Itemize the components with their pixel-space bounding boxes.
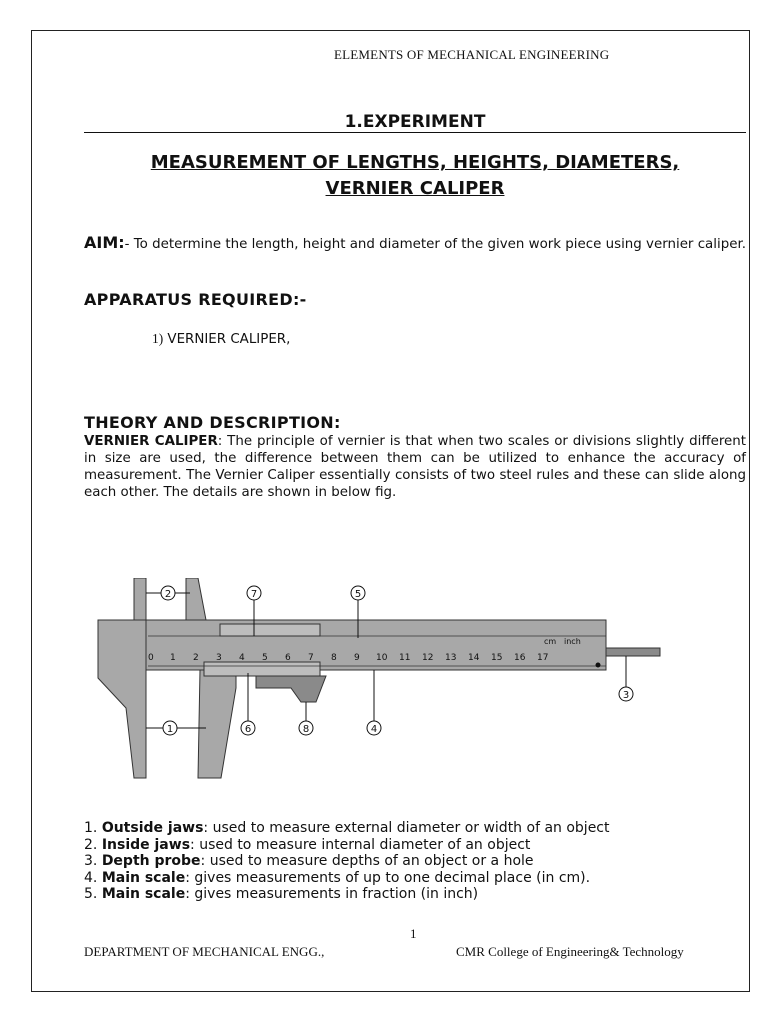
main-scale-tick-12: 12 <box>422 653 434 663</box>
main-scale-tick-6: 6 <box>285 653 291 663</box>
footer-college: CMR College of Engineering& Technology <box>456 944 684 959</box>
list-item: 3. Depth probe: used to measure depths of an object or a hole <box>84 853 534 869</box>
main-scale-tick-0: 0 <box>148 653 154 663</box>
aim-paragraph <box>84 234 746 253</box>
running-header: ELEMENTS OF MECHANICAL ENGINEERING <box>334 47 610 62</box>
list-item: 1. Outside jaws: used to measure external diameter or width of an object <box>84 820 610 836</box>
callout-6: 6 <box>244 724 252 735</box>
list-item: 5. Main scale: gives measurements in fraction (in inch) <box>84 886 479 902</box>
apparatus-heading: APPARATUS REQUIRED:- <box>84 290 307 309</box>
main-title-line1: MEASUREMENT OF LENGTHS, HEIGHTS, DIAMETERS, <box>150 152 680 173</box>
beam-end-dot <box>596 663 601 668</box>
aim-dash: - <box>124 237 130 252</box>
fixed-upper-jaw <box>134 578 146 620</box>
experiment-title: 1.EXPERIMENT <box>344 112 486 132</box>
main-scale-tick-13: 13 <box>445 653 457 663</box>
parts-list <box>84 820 744 903</box>
vernier-plate <box>204 662 320 676</box>
main-title-line2: VERNIER CALIPER <box>325 178 505 199</box>
apparatus-item <box>152 331 290 347</box>
title-rule <box>84 132 746 133</box>
main-title <box>84 150 746 202</box>
theory-text: : The principle of vernier is that when two scales or divisions slightly different in size are used, the difference between them can be utilized to enhance the accuracy of measurement. The Vernier Caliper essentially consists of two steel rules and these can slide along each other. The details are shown in below fig. <box>84 434 747 500</box>
theory-heading: THEORY AND DESCRIPTION: <box>84 413 341 432</box>
unit-cm: cm <box>544 637 557 646</box>
page-number: 1 <box>410 926 417 941</box>
theory-label: VERNIER CALIPER <box>84 434 218 449</box>
callout-2: 2 <box>164 589 172 600</box>
sliding-lower-jaw <box>198 670 236 778</box>
footer-department: DEPARTMENT OF MECHANICAL ENGG., <box>84 944 325 959</box>
callout-8: 8 <box>302 724 310 735</box>
main-scale-tick-4: 4 <box>239 653 245 663</box>
main-scale-tick-15: 15 <box>491 653 503 663</box>
main-scale-tick-16: 16 <box>514 653 526 663</box>
main-scale-tick-11: 11 <box>399 653 411 663</box>
main-scale-tick-5: 5 <box>262 653 268 663</box>
depth-probe <box>606 648 660 656</box>
vernier-caliper-figure <box>86 578 686 788</box>
apparatus-item-num: 1) <box>152 331 164 346</box>
main-scale-tick-2: 2 <box>193 653 199 663</box>
list-item: 2. Inside jaws: used to measure internal diameter of an object <box>84 836 531 853</box>
main-scale-tick-3: 3 <box>216 653 222 663</box>
callout-4: 4 <box>370 724 378 735</box>
unit-in: inch <box>564 637 581 646</box>
fixed-lower-jaw <box>98 620 146 778</box>
main-scale-tick-9: 9 <box>354 653 360 663</box>
callout-7: 7 <box>250 589 258 600</box>
main-scale-tick-10: 10 <box>376 653 388 663</box>
main-scale-tick-1: 1 <box>170 653 176 663</box>
main-scale-tick-7: 7 <box>308 653 314 663</box>
list-item: 4. Main scale: gives measurements of up to one decimal place (in cm). <box>84 869 591 886</box>
main-scale-tick-14: 14 <box>468 653 480 663</box>
apparatus-item-text: VERNIER CALIPER, <box>163 332 291 347</box>
main-scale-tick-17: 17 <box>537 653 549 663</box>
callout-3: 3 <box>622 690 630 701</box>
theory-paragraph <box>84 433 746 501</box>
thumb-screw <box>256 676 326 702</box>
aim-label: AIM: <box>84 233 125 252</box>
aim-text: To determine the length, height and diameter of the given work piece using vernier caliper. <box>129 237 746 252</box>
sliding-upper-jaw <box>186 578 206 620</box>
inch-vernier-plate <box>220 624 320 636</box>
main-scale-tick-8: 8 <box>331 653 337 663</box>
callout-5: 5 <box>354 589 362 600</box>
callout-1: 1 <box>166 724 174 735</box>
